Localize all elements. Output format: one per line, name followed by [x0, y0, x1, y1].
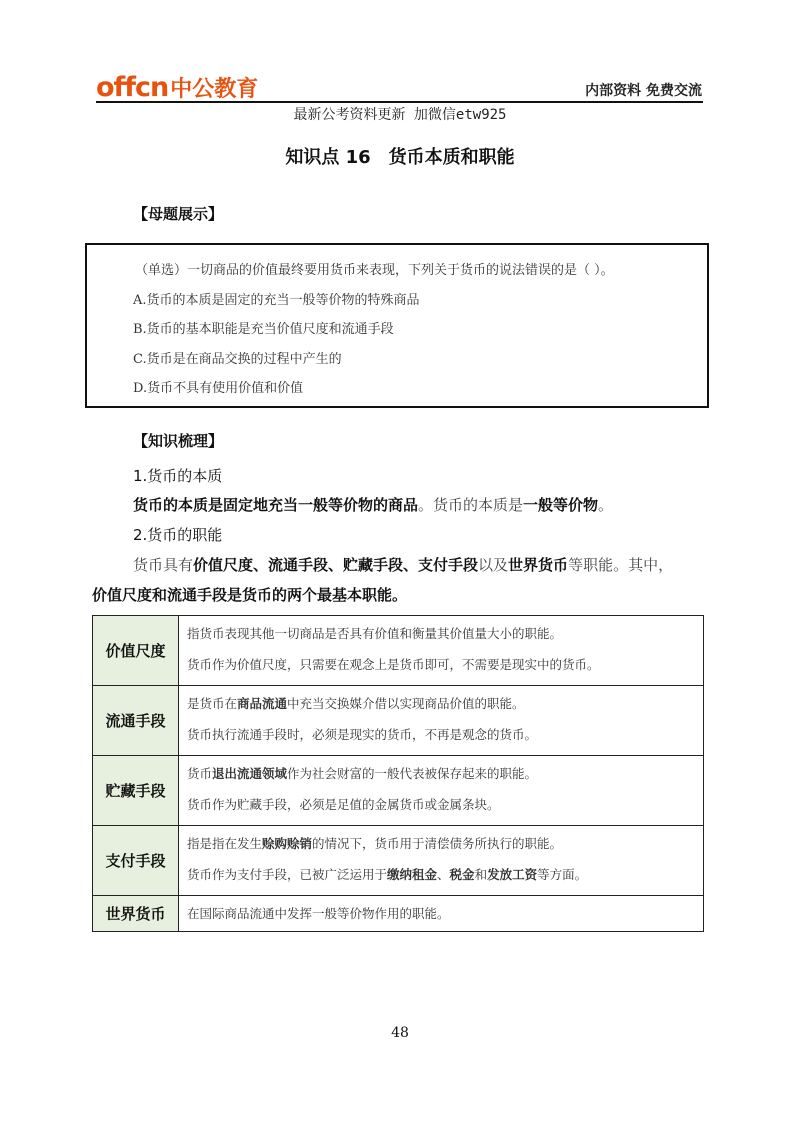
desc-bold: 赊购赊销	[262, 835, 313, 851]
question-option-b: B.货币的基本职能是充当价值尺度和流通手段	[133, 322, 394, 337]
point2-prefix: 货币具有	[133, 556, 194, 574]
desc-line-2: 货币执行流通手段时，必须是现实的货币，不再是观念的货币。	[187, 726, 538, 742]
desc-text: 中充当交换媒介借以实现商品价值的职能。	[287, 695, 525, 711]
question-option-a: A.货币的本质是固定的充当一般等价物的特殊商品	[133, 293, 420, 308]
row-label-circulation: 流通手段	[93, 686, 179, 756]
desc-line-1: 在国际商品流通中发挥一般等价物作用的职能。	[187, 905, 450, 921]
desc-text: 作为社会财富的一般代表被保存起来的职能。	[287, 765, 538, 781]
point1-paragraph	[133, 494, 613, 515]
point1-bold-a: 货币的本质是固定地充当一般等价物的商品	[133, 496, 419, 514]
point2-world: 世界货币	[508, 556, 569, 574]
desc-text: 货币作为支付手段，已被广泛运用于	[187, 866, 388, 882]
table-row	[93, 756, 704, 826]
row-desc	[179, 896, 704, 932]
point2-suffix: 等职能。其中，	[568, 556, 674, 574]
desc-bold: 发放工资	[487, 866, 538, 882]
row-desc	[179, 826, 704, 896]
desc-text: 等方面。	[537, 866, 588, 882]
table-row	[93, 616, 704, 686]
row-label-world-money: 世界货币	[93, 896, 179, 932]
desc-line-1	[187, 827, 703, 861]
desc-bold: 缴纳租金	[387, 866, 438, 882]
row-label-hoarding: 贮藏手段	[93, 756, 179, 826]
desc-text: 指是指在发生	[187, 835, 263, 851]
question-stem: （单选）一切商品的价值最终要用货币来表现，下列关于货币的说法错误的是（ ）。	[135, 263, 614, 278]
money-functions-table	[92, 615, 704, 932]
desc-text: 、	[437, 866, 450, 882]
knowledge-section-heading: 【知识梳理】	[133, 432, 224, 450]
logo-chinese-text: 中公教育	[170, 77, 259, 102]
desc-line-2	[187, 861, 703, 895]
point2-heading: 2.货币的职能	[133, 526, 223, 544]
point2-paragraph-line1	[133, 554, 673, 575]
row-desc	[179, 686, 704, 756]
offcn-logo	[96, 72, 258, 102]
point1-heading: 1.货币的本质	[133, 467, 223, 485]
desc-line-1	[187, 687, 703, 721]
table-row	[93, 686, 704, 756]
point1-end: 。	[598, 496, 614, 514]
point1-bold-b: 一般等价物	[523, 496, 599, 514]
question-box	[85, 243, 709, 408]
point1-normal: 。货币的本质是	[418, 496, 524, 514]
desc-bold: 商品流通	[237, 695, 288, 711]
point2-mid: 以及	[478, 556, 509, 574]
header-divider	[96, 101, 703, 103]
desc-line-1	[187, 757, 703, 791]
row-desc	[179, 756, 704, 826]
desc-line-2: 货币作为贮藏手段，必须是足值的金属货币或金属条块。	[187, 796, 500, 812]
desc-text: 是货币在	[187, 695, 238, 711]
row-label-value-measure: 价值尺度	[93, 616, 179, 686]
question-option-d: D.货币不具有使用价值和价值	[133, 381, 304, 396]
question-section-heading: 【母题展示】	[133, 205, 224, 223]
table-row	[93, 896, 704, 932]
desc-line-2: 货币作为价值尺度，只需要在观念上是货币即可，不需要是现实中的货币。	[187, 656, 600, 672]
watermark-line: 最新公考资料更新 加微信etw925	[293, 107, 507, 123]
page-title: 知识点 16 货币本质和职能	[285, 147, 515, 168]
row-desc	[179, 616, 704, 686]
point2-paragraph-line2: 价值尺度和流通手段是货币的两个最基本职能。	[92, 586, 408, 604]
desc-text: 的情况下，货币用于清偿债务所执行的职能。	[312, 835, 563, 851]
point2-funcs: 价值尺度、流通手段、贮藏手段、支付手段	[193, 556, 479, 574]
question-option-c: C.货币是在商品交换的过程中产生的	[133, 352, 342, 367]
desc-text: 和	[474, 866, 488, 882]
desc-bold: 税金	[449, 866, 475, 882]
table-row	[93, 826, 704, 896]
desc-line-1: 指货币表现其他一切商品是否具有价值和衡量其价值量大小的职能。	[187, 625, 563, 641]
desc-bold: 退出流通领域	[212, 765, 288, 781]
page-number: 48	[391, 1025, 409, 1041]
logo-latin-text: offcn	[96, 72, 169, 103]
header-right-text: 内部资料 免费交流	[585, 83, 702, 99]
desc-text: 货币	[187, 765, 213, 781]
row-label-payment: 支付手段	[93, 826, 179, 896]
